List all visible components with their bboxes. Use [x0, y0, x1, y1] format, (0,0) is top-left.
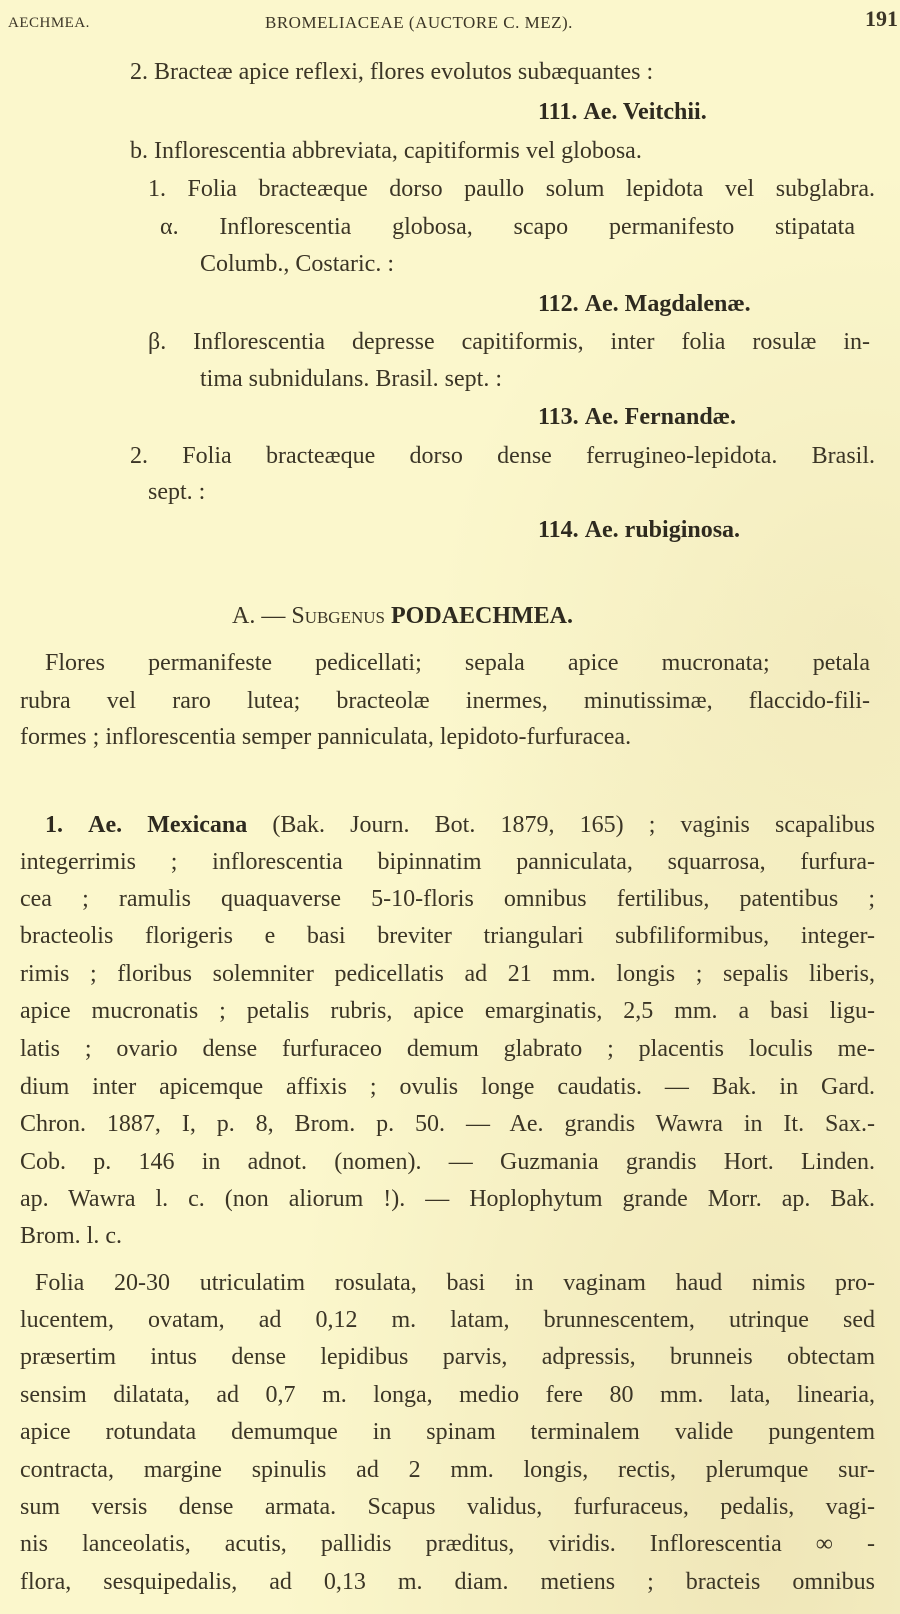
species-name: Ae. Fernandæ.: [584, 404, 737, 430]
species-name: Ae. rubiginosa.: [584, 517, 741, 543]
subgenus-description-line: Flores permanifeste pedicellati; sepala apice mucronata; petala: [45, 650, 870, 676]
species-name: Ae. Veitchii.: [583, 99, 707, 125]
species-text-line: Brom. l. c.: [20, 1223, 122, 1249]
description-line: sensim dilatata, ad 0,7 m. longa, medio fere 80 mm. lata, linearia,: [20, 1382, 875, 1408]
species-text-line: rimis ; floribus solemniter pedicellatis ad 21 mm. longis ; sepalis liberis,: [20, 961, 875, 987]
running-head-title: BROMELIACEAE (AUCTORE C. MEZ).: [265, 13, 573, 32]
species-number: 114.: [538, 517, 579, 543]
key-line: 2. Folia bracteæque dorso dense ferrugineo-lepidota. Brasil.: [130, 443, 875, 469]
species-name: Ae. Mexicana: [88, 812, 248, 838]
species-text-line: apice mucronatis ; petalis rubris, apice emarginatis, 2,5 mm. a basi ligu-: [20, 998, 875, 1024]
key-species: [538, 289, 751, 319]
key-line: 2. Bracteæ apice reflexi, flores evolutos subæquantes :: [130, 59, 654, 85]
running-head-genus: AECHMEA.: [8, 15, 90, 31]
subgenus-name: PODAECHMEA.: [390, 603, 573, 629]
subgenus-description-line: rubra vel raro lutea; bracteolæ inermes, minutissimæ, flaccido-fili-: [20, 688, 870, 714]
key-line: sept. :: [148, 479, 206, 505]
species-text-line: bracteolis florigeris e basi breviter triangulari subfiliformibus, integer-: [20, 923, 875, 949]
description-line: sum versis dense armata. Scapus validus, furfuraceus, pedalis, vagi-: [20, 1494, 875, 1520]
species-text-line: dium inter apicemque affixis ; ovulis longe caudatis. — Bak. in Gard.: [20, 1074, 875, 1100]
key-species: [538, 97, 707, 127]
key-species: [538, 515, 740, 545]
description-line: contracta, margine spinulis ad 2 mm. longis, rectis, plerumque sur-: [20, 1457, 875, 1483]
species-number: 113.: [538, 404, 579, 430]
species-text-line: Cob. p. 146 in adnot. (nomen). — Guzmania grandis Hort. Linden.: [20, 1149, 875, 1175]
species-text-line: Chron. 1887, I, p. 8, Brom. p. 50. — Ae. grandis Wawra in It. Sax.-: [20, 1111, 875, 1137]
key-line: Columb., Costaric. :: [200, 251, 394, 277]
species-number: 112.: [538, 291, 579, 317]
species-number: 111.: [538, 99, 578, 125]
species-citation: (Bak. Journ. Bot. 1879, 165) ; vaginis scapalibus: [272, 812, 875, 838]
subgenus-prefix: A. —: [232, 603, 292, 629]
key-line: β. Inflorescentia depresse capitiformis, inter folia rosulæ in-: [148, 329, 870, 355]
description-line: apice rotundata demumque in spinam terminalem valide pungentem: [20, 1419, 875, 1445]
key-line: b. Inflorescentia abbreviata, capitiformis vel globosa.: [130, 138, 642, 164]
species-name: Ae. Magdalenæ.: [584, 291, 751, 317]
key-line: 1. Folia bracteæque dorso paullo solum lepidota vel subglabra.: [148, 176, 875, 202]
subgenus-description-line: formes ; inflorescentia semper panniculata, lepidoto-furfuracea.: [20, 724, 632, 750]
description-line: lucentem, ovatam, ad 0,12 m. latam, brunnescentem, utrinque sed: [20, 1307, 875, 1333]
key-line: α. Inflorescentia globosa, scapo permanifesto stipatata: [160, 214, 855, 240]
species-text-line: ap. Wawra l. c. (non aliorum !). — Hoplophytum grande Morr. ap. Bak.: [20, 1186, 875, 1212]
species-heading-line: [45, 810, 875, 840]
species-text-line: integerrimis ; inflorescentia bipinnatim panniculata, squarrosa, furfura-: [20, 849, 875, 875]
page-number: 191: [865, 6, 898, 31]
description-line: Folia 20-30 utriculatim rosulata, basi in vaginam haud nimis pro-: [35, 1270, 875, 1296]
subgenus-label: Subgenus: [291, 603, 385, 629]
key-species: [538, 402, 736, 432]
species-text-line: cea ; ramulis quaquaverse 5-10-floris omnibus fertilibus, patentibus ;: [20, 886, 875, 912]
description-line: nis lanceolatis, acutis, pallidis præditus, viridis. Inflorescentia ∞ -: [20, 1531, 875, 1557]
description-line: flora, sesquipedalis, ad 0,13 m. diam. metiens ; bracteis omnibus: [20, 1569, 875, 1595]
species-number: 1.: [45, 812, 63, 838]
species-text-line: latis ; ovario dense furfuraceo demum glabrato ; placentis loculis me-: [20, 1036, 875, 1062]
subgenus-heading: [232, 601, 573, 631]
key-line: tima subnidulans. Brasil. sept. :: [200, 366, 502, 392]
description-line: præsertim intus dense lepidibus parvis, adpressis, brunneis obtectam: [20, 1344, 875, 1370]
